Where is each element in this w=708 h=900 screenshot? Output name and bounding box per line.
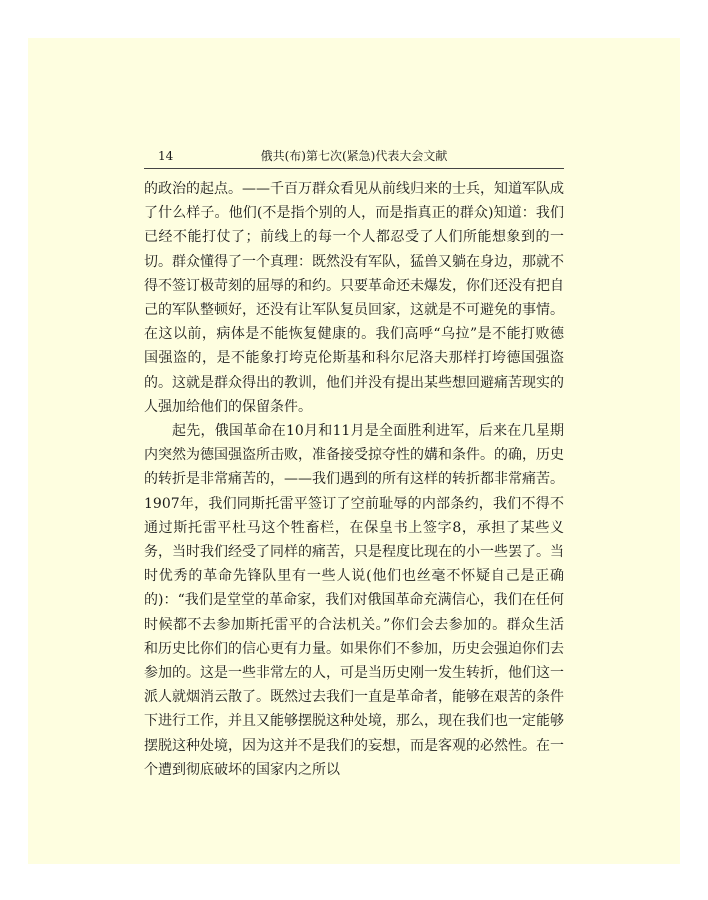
body-text — [144, 177, 564, 782]
running-title: 俄共(布)第七次(紧急)代表大会文献 — [260, 149, 448, 163]
paragraph: 起先，俄国革命在10月和11月是全面胜利进军，后来在几星期内突然为德国强盗所击败，准备接受掠夺性的媾和条件。的确，历史的转折是非常痛苦的，——我们遇到的所有这样的转折都非常痛苦。1907年，我们同斯托雷平签订了空前耻辱的内部条约，我们不得不通过斯托雷平杜马这个牲畜栏，在保皇书上签字8，承担了某些义务，当时我们经受了同样的痛苦，只是程度比现在的小一些罢了。当时优秀的革命先锋队里有一些人说(他们也丝毫不怀疑自己是正确的)：“我们是堂堂的革命家，我们对俄国革命充满信心，我们在任何时候都不去参加斯托雷平的合法机关。”你们会去参加的。群众生活和历史比你们的信心更有力量。如果你们不参加，历史会强迫你们去参加的。这是一些非常左的人，可是当历史刚一发生转折，他们这一派人就烟消云散了。既然过去我们一直是革命者，能够在艰苦的条件下进行工作，并且又能够摆脱这种处境，那么，现在我们也一定能够摆脱这种处境，因为这并不是我们的妄想，而是客观的必然性。在一个遭到彻底破坏的国家内之所以 — [144, 423, 564, 778]
page-number: 14 — [158, 149, 174, 163]
header-rule — [144, 168, 564, 169]
paragraph: 的政治的起点。——千百万群众看见从前线归来的士兵，知道军队成了什么样子。他们(不是指个别的人，而是指真正的群众)知道：我们已经不能打仗了；前线上的每一个人都忍受了人们所能想象到的一切。群众懂得了一个真理：既然没有军队，猛兽又躺在身边，那就不得不签订极苛刻的屈辱的和约。只要革命还未爆发，你们还没有把自己的军队整顿好，还没有让军队复员回家，这就是不可避免的事情。在这以前，病体是不能恢复健康的。我们高呼“乌拉”是不能打败德国强盗的，是不能象打垮克伦斯基和科尔尼洛夫那样打垮德国强盗的。这就是群众得出的教训，他们并没有提出某些想回避痛苦现实的人强加给他们的保留条件。 — [144, 181, 564, 415]
page-header — [144, 148, 564, 168]
